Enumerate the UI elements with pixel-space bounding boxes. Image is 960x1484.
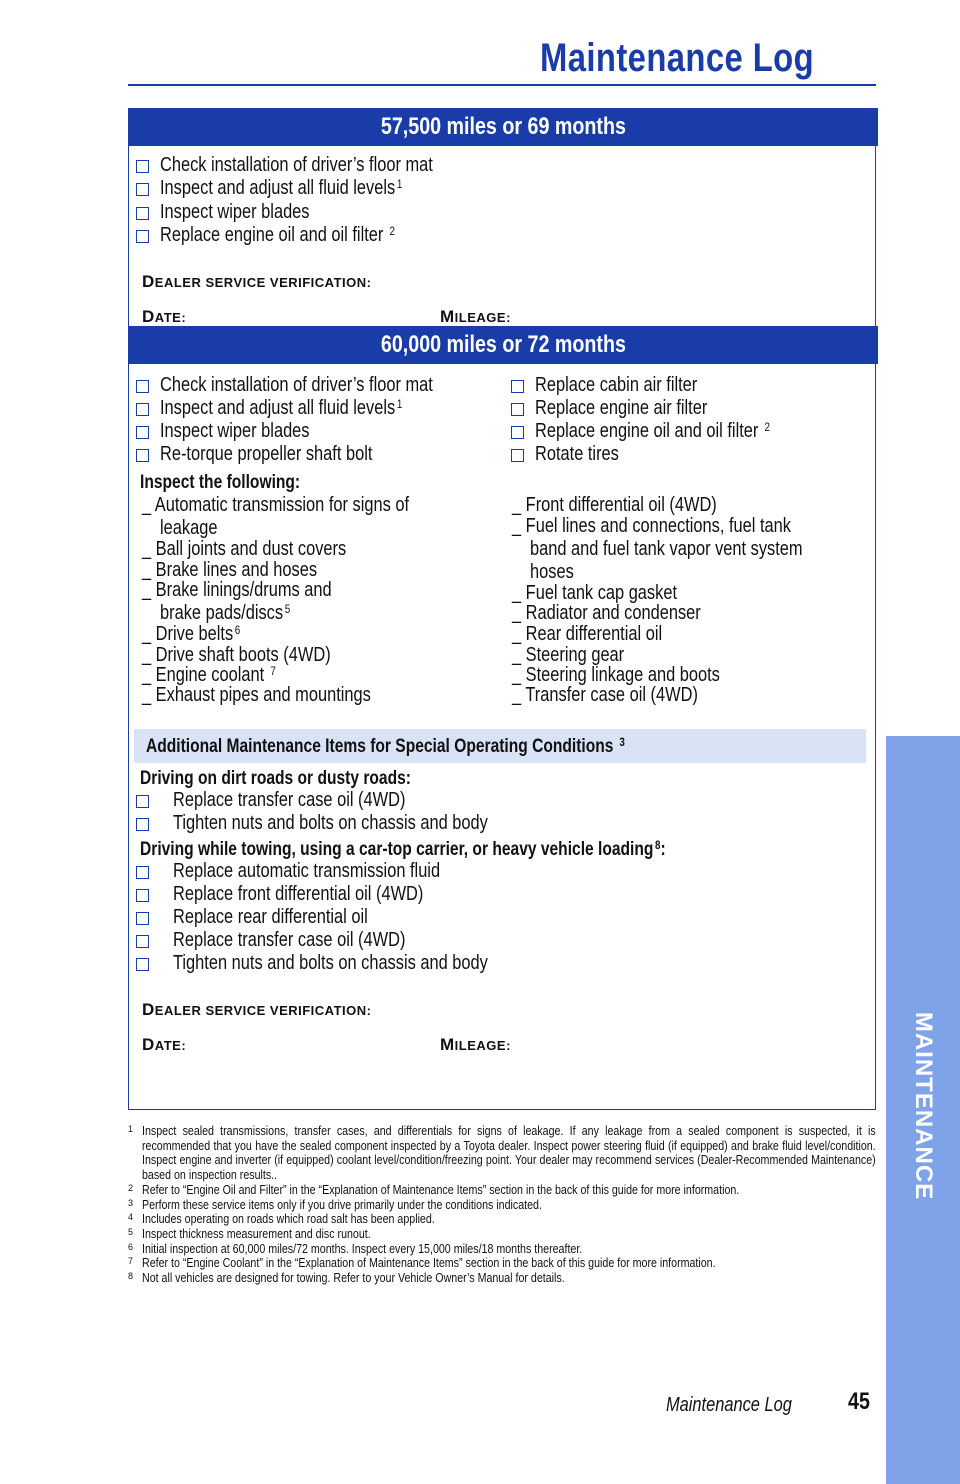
section2-item: Check installation of driver’s floor mat: [136, 374, 493, 397]
checkbox[interactable]: [136, 230, 149, 243]
footnote: 3 Perform these service items only if you drive primarily under the conditions indicated.: [128, 1196, 542, 1212]
towing-item: Replace automatic transmission fluid: [136, 860, 499, 883]
date-label: DATE:: [142, 307, 187, 326]
inspect-item-cont: leakage: [160, 517, 218, 539]
towing-item: Tighten nuts and bolts on chassis and body: [136, 952, 557, 975]
dealer-verification-label: DEALER SERVICE VERIFICATION:: [142, 272, 372, 291]
dirt-item: Tighten nuts and bolts on chassis and body: [136, 812, 557, 835]
inspect-item: _ Brake lines and hoses: [142, 559, 318, 581]
section2-item: Inspect wiper blades: [136, 420, 342, 443]
page-title: Maintenance Log: [539, 36, 814, 80]
section2-item: Re-torque propeller shaft bolt: [136, 443, 419, 466]
title-rule: [128, 84, 876, 86]
inspect-item-cont: brake pads/discs $^5$: [160, 602, 291, 624]
section1-heading: 57,500 miles or 69 months: [128, 108, 878, 146]
section2-item: Rotate tires: [511, 443, 637, 466]
checkbox[interactable]: [136, 380, 149, 393]
checkbox[interactable]: [136, 207, 149, 220]
checkbox[interactable]: [136, 183, 149, 196]
inspect-item: _ Steering linkage and boots: [512, 664, 720, 686]
checkbox[interactable]: [136, 889, 149, 902]
inspect-item: _ Brake linings/drums and: [142, 579, 332, 601]
towing-heading: Driving while towing, using a car-top carrier, or heavy vehicle loading $^8$:: [140, 838, 666, 860]
inspect-item: _ Automatic transmission for signs of: [142, 494, 410, 516]
checkbox[interactable]: [136, 403, 149, 416]
date-label: DATE:: [142, 1035, 187, 1054]
inspect-item: _ Transfer case oil (4WD): [512, 684, 698, 706]
section1-item: Replace engine oil and oil filter $^2$: [136, 224, 447, 247]
additional-heading: Additional Maintenance Items for Special Operating Conditions $^3$: [146, 735, 625, 757]
inspect-item: _ Ball joints and dust covers: [142, 538, 347, 560]
dealer-verification-label: DEALER SERVICE VERIFICATION:: [142, 1000, 372, 1019]
section2-item: Replace engine air filter: [511, 397, 745, 420]
section1-item: Check installation of driver’s floor mat: [136, 154, 493, 177]
section1-item: Inspect wiper blades: [136, 201, 342, 224]
inspect-item-cont: band and fuel tank vapor vent system: [530, 538, 803, 560]
inspect-item: _ Steering gear: [512, 644, 625, 666]
inspect-item: _ Engine coolant $^7$: [142, 664, 276, 686]
checkbox[interactable]: [136, 160, 149, 173]
inspect-item: _ Fuel lines and connections, fuel tank: [512, 515, 791, 537]
inspect-item: _ Fuel tank cap gasket: [512, 582, 678, 604]
footer-label: Maintenance Log: [666, 1394, 792, 1416]
inspect-item: _ Radiator and condenser: [512, 602, 701, 624]
section1-item: Inspect and adjust all fluid levels $^1$: [136, 177, 456, 200]
footnote: 2 Refer to “Engine Oil and Filter” in the “Explanation of Maintenance Items” section in the back of this guide for more information.: [128, 1181, 740, 1197]
checkbox[interactable]: [136, 449, 149, 462]
inspect-item-cont: hoses: [530, 561, 574, 583]
checkbox[interactable]: [511, 403, 524, 416]
inspect-item: _ Drive belts $^6$: [142, 623, 241, 645]
footnotes: [128, 1124, 876, 1286]
footnote: 1 Inspect sealed transmissions, transfer cases, and differentials for signs of leakage. If any leakage from a sealed component is suspected, it is recommended that you have the sealed component inspected by a Toyota dealer. Inspect power steering fluid (if equipped) and brake fluid level/condition. Inspect engine and inverter (if equipped) coolant level/condition/freezing point. Your dealer may recommend services (Dealer-Recommended Maintenance) based on inspection results..: [128, 1123, 876, 1183]
towing-item: Replace front differential oil (4WD): [136, 883, 478, 906]
footnote: 5 Inspect thickness measurement and disc runout.: [128, 1225, 371, 1241]
checkbox[interactable]: [136, 426, 149, 439]
checkbox[interactable]: [136, 912, 149, 925]
footnote: 4 Includes operating on roads which road salt has been applied.: [128, 1211, 435, 1227]
dirt-roads-heading: Driving on dirt roads or dusty roads:: [140, 768, 411, 789]
inspect-heading: Inspect the following:: [140, 472, 301, 493]
checkbox[interactable]: [511, 449, 524, 462]
inspect-item: _ Front differential oil (4WD): [512, 494, 717, 516]
towing-item: Replace rear differential oil: [136, 906, 411, 929]
dirt-item: Replace transfer case oil (4WD): [136, 789, 456, 812]
towing-item: Replace transfer case oil (4WD): [136, 929, 456, 952]
footnote: 6 Initial inspection at 60,000 miles/72 months. Inspect every 15,000 miles/18 months thereafter.: [128, 1240, 583, 1256]
checkbox[interactable]: [136, 866, 149, 879]
section2-item: Inspect and adjust all fluid levels $^1$: [136, 397, 456, 420]
inspect-item: _ Rear differential oil: [512, 623, 663, 645]
section2-item: Replace cabin air filter: [511, 374, 733, 397]
side-tab-label: MAINTENANCE: [910, 1011, 937, 1201]
checkbox[interactable]: [136, 818, 149, 831]
checkbox[interactable]: [511, 380, 524, 393]
page-number: 45: [848, 1388, 870, 1415]
section2-item: Replace engine oil and oil filter $^2$: [511, 420, 822, 443]
mileage-label: MILEAGE:: [440, 307, 511, 326]
inspect-item: _ Exhaust pipes and mountings: [142, 684, 371, 706]
footnote: 8 Not all vehicles are designed for towing. Refer to your Vehicle Owner’s Manual for details.: [128, 1270, 565, 1286]
inspect-item: _ Drive shaft boots (4WD): [142, 644, 331, 666]
checkbox[interactable]: [136, 958, 149, 971]
mileage-label: MILEAGE:: [440, 1035, 511, 1054]
checkbox[interactable]: [136, 935, 149, 948]
checkbox[interactable]: [136, 795, 149, 808]
footnote: 7 Refer to “Engine Coolant” in the “Explanation of Maintenance Items” section in the back of this guide for more information.: [128, 1255, 716, 1271]
section2-heading: 60,000 miles or 72 months: [128, 326, 878, 364]
checkbox[interactable]: [511, 426, 524, 439]
